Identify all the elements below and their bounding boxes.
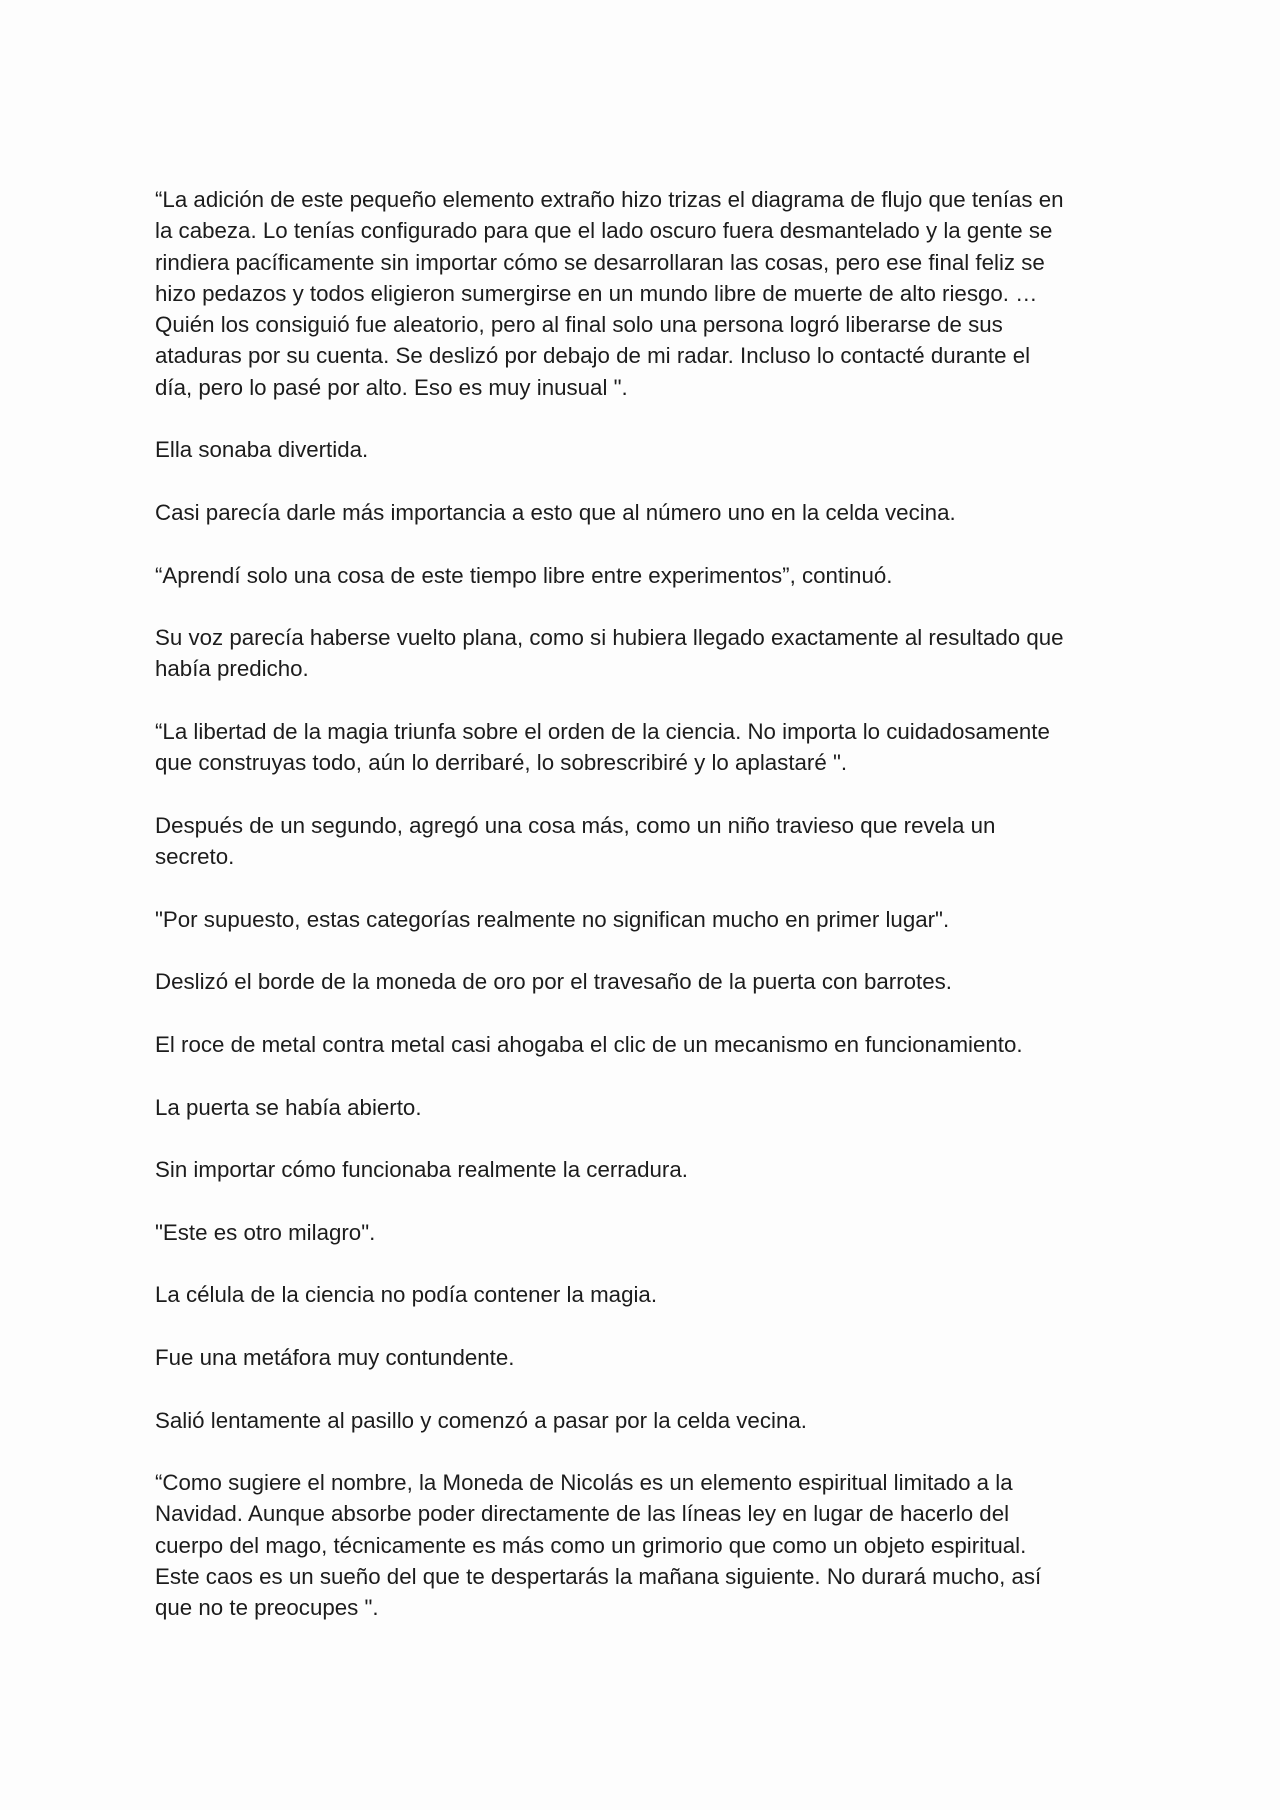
text-line: La célula de la ciencia no podía contener la magia. (155, 1282, 658, 1308)
paragraph (155, 434, 1280, 465)
text-line: Deslizó el borde de la moneda de oro por el travesaño de la puerta con barrotes. (155, 969, 952, 995)
text-line: Después de un segundo, agregó una cosa más, como un niño travieso que revela un (155, 812, 996, 838)
text-line: hizo pedazos y todos eligieron sumergirse en un mundo libre de muerte de alto riesgo. … (155, 280, 1038, 306)
text-line: la cabeza. Lo tenías configurado para que el lado oscuro fuera desmantelado y la gente se (155, 218, 1053, 244)
text-line: que no te preocupes ". (155, 1595, 379, 1621)
text-line: "Este es otro milagro". (155, 1219, 376, 1245)
text-line: Quién los consiguió fue aleatorio, pero al final solo una persona logró liberarse de sus (155, 312, 1003, 338)
text-line: que construyas todo, aún lo derribaré, lo sobrescribiré y lo aplastaré ". (155, 750, 848, 776)
text-line: “Aprendí solo una cosa de este tiempo libre entre experimentos”, continuó. (155, 562, 893, 588)
text-line: "Por supuesto, estas categorías realmente no significan mucho en primer lugar". (155, 906, 950, 932)
text-line: “La libertad de la magia triunfa sobre el orden de la ciencia. No importa lo cuidadosamente (155, 719, 1050, 745)
text-line: día, pero lo pasé por alto. Eso es muy inusual ". (155, 374, 628, 400)
paragraph (155, 904, 1280, 935)
text-line: Salió lentamente al pasillo y comenzó a pasar por la celda vecina. (155, 1407, 807, 1433)
paragraph (155, 810, 1280, 873)
text-line: Sin importar cómo funcionaba realmente la cerradura. (155, 1157, 688, 1183)
text-line: Navidad. Aunque absorbe poder directamente de las líneas ley en lugar de hacerlo del (155, 1501, 1010, 1527)
text-line: La puerta se había abierto. (155, 1094, 422, 1120)
text-line: secreto. (155, 844, 235, 870)
paragraph (155, 1467, 1280, 1623)
paragraph (155, 184, 1280, 403)
paragraph (155, 716, 1280, 779)
paragraph (155, 560, 1280, 591)
text-line: Su voz parecía haberse vuelto plana, como si hubiera llegado exactamente al resultado que (155, 625, 1064, 651)
text-line: “Como sugiere el nombre, la Moneda de Nicolás es un elemento espiritual limitado a la (155, 1470, 1013, 1496)
text-line: Este caos es un sueño del que te despertarás la mañana siguiente. No durará mucho, así (155, 1564, 1042, 1590)
paragraph (155, 1342, 1280, 1373)
text-line: ataduras por su cuenta. Se deslizó por debajo de mi radar. Incluso lo contacté durante el (155, 343, 1031, 369)
paragraph (155, 622, 1280, 685)
paragraph (155, 1092, 1280, 1123)
paragraph (155, 1154, 1280, 1185)
text-line: rindiera pacíficamente sin importar cómo se desarrollaran las cosas, pero ese final feliz se (155, 249, 1045, 275)
paragraph (155, 1279, 1280, 1310)
paragraph (155, 1029, 1280, 1060)
paragraph (155, 1405, 1280, 1436)
text-line: Ella sonaba divertida. (155, 437, 369, 463)
text-line: Fue una metáfora muy contundente. (155, 1344, 515, 1370)
text-line: “La adición de este pequeño elemento extraño hizo trizas el diagrama de flujo que tenías en (155, 187, 1064, 212)
text-line: Casi parecía darle más importancia a esto que al número uno en la celda vecina. (155, 499, 956, 525)
paragraph (155, 497, 1280, 528)
text-line: cuerpo del mago, técnicamente es más como un grimorio que como un objeto espiritual. (155, 1532, 1027, 1558)
text-line: había predicho. (155, 656, 309, 682)
paragraph (155, 1217, 1280, 1248)
paragraph (155, 966, 1280, 997)
text-line: El roce de metal contra metal casi ahogaba el clic de un mecanismo en funcionamiento. (155, 1032, 1023, 1058)
